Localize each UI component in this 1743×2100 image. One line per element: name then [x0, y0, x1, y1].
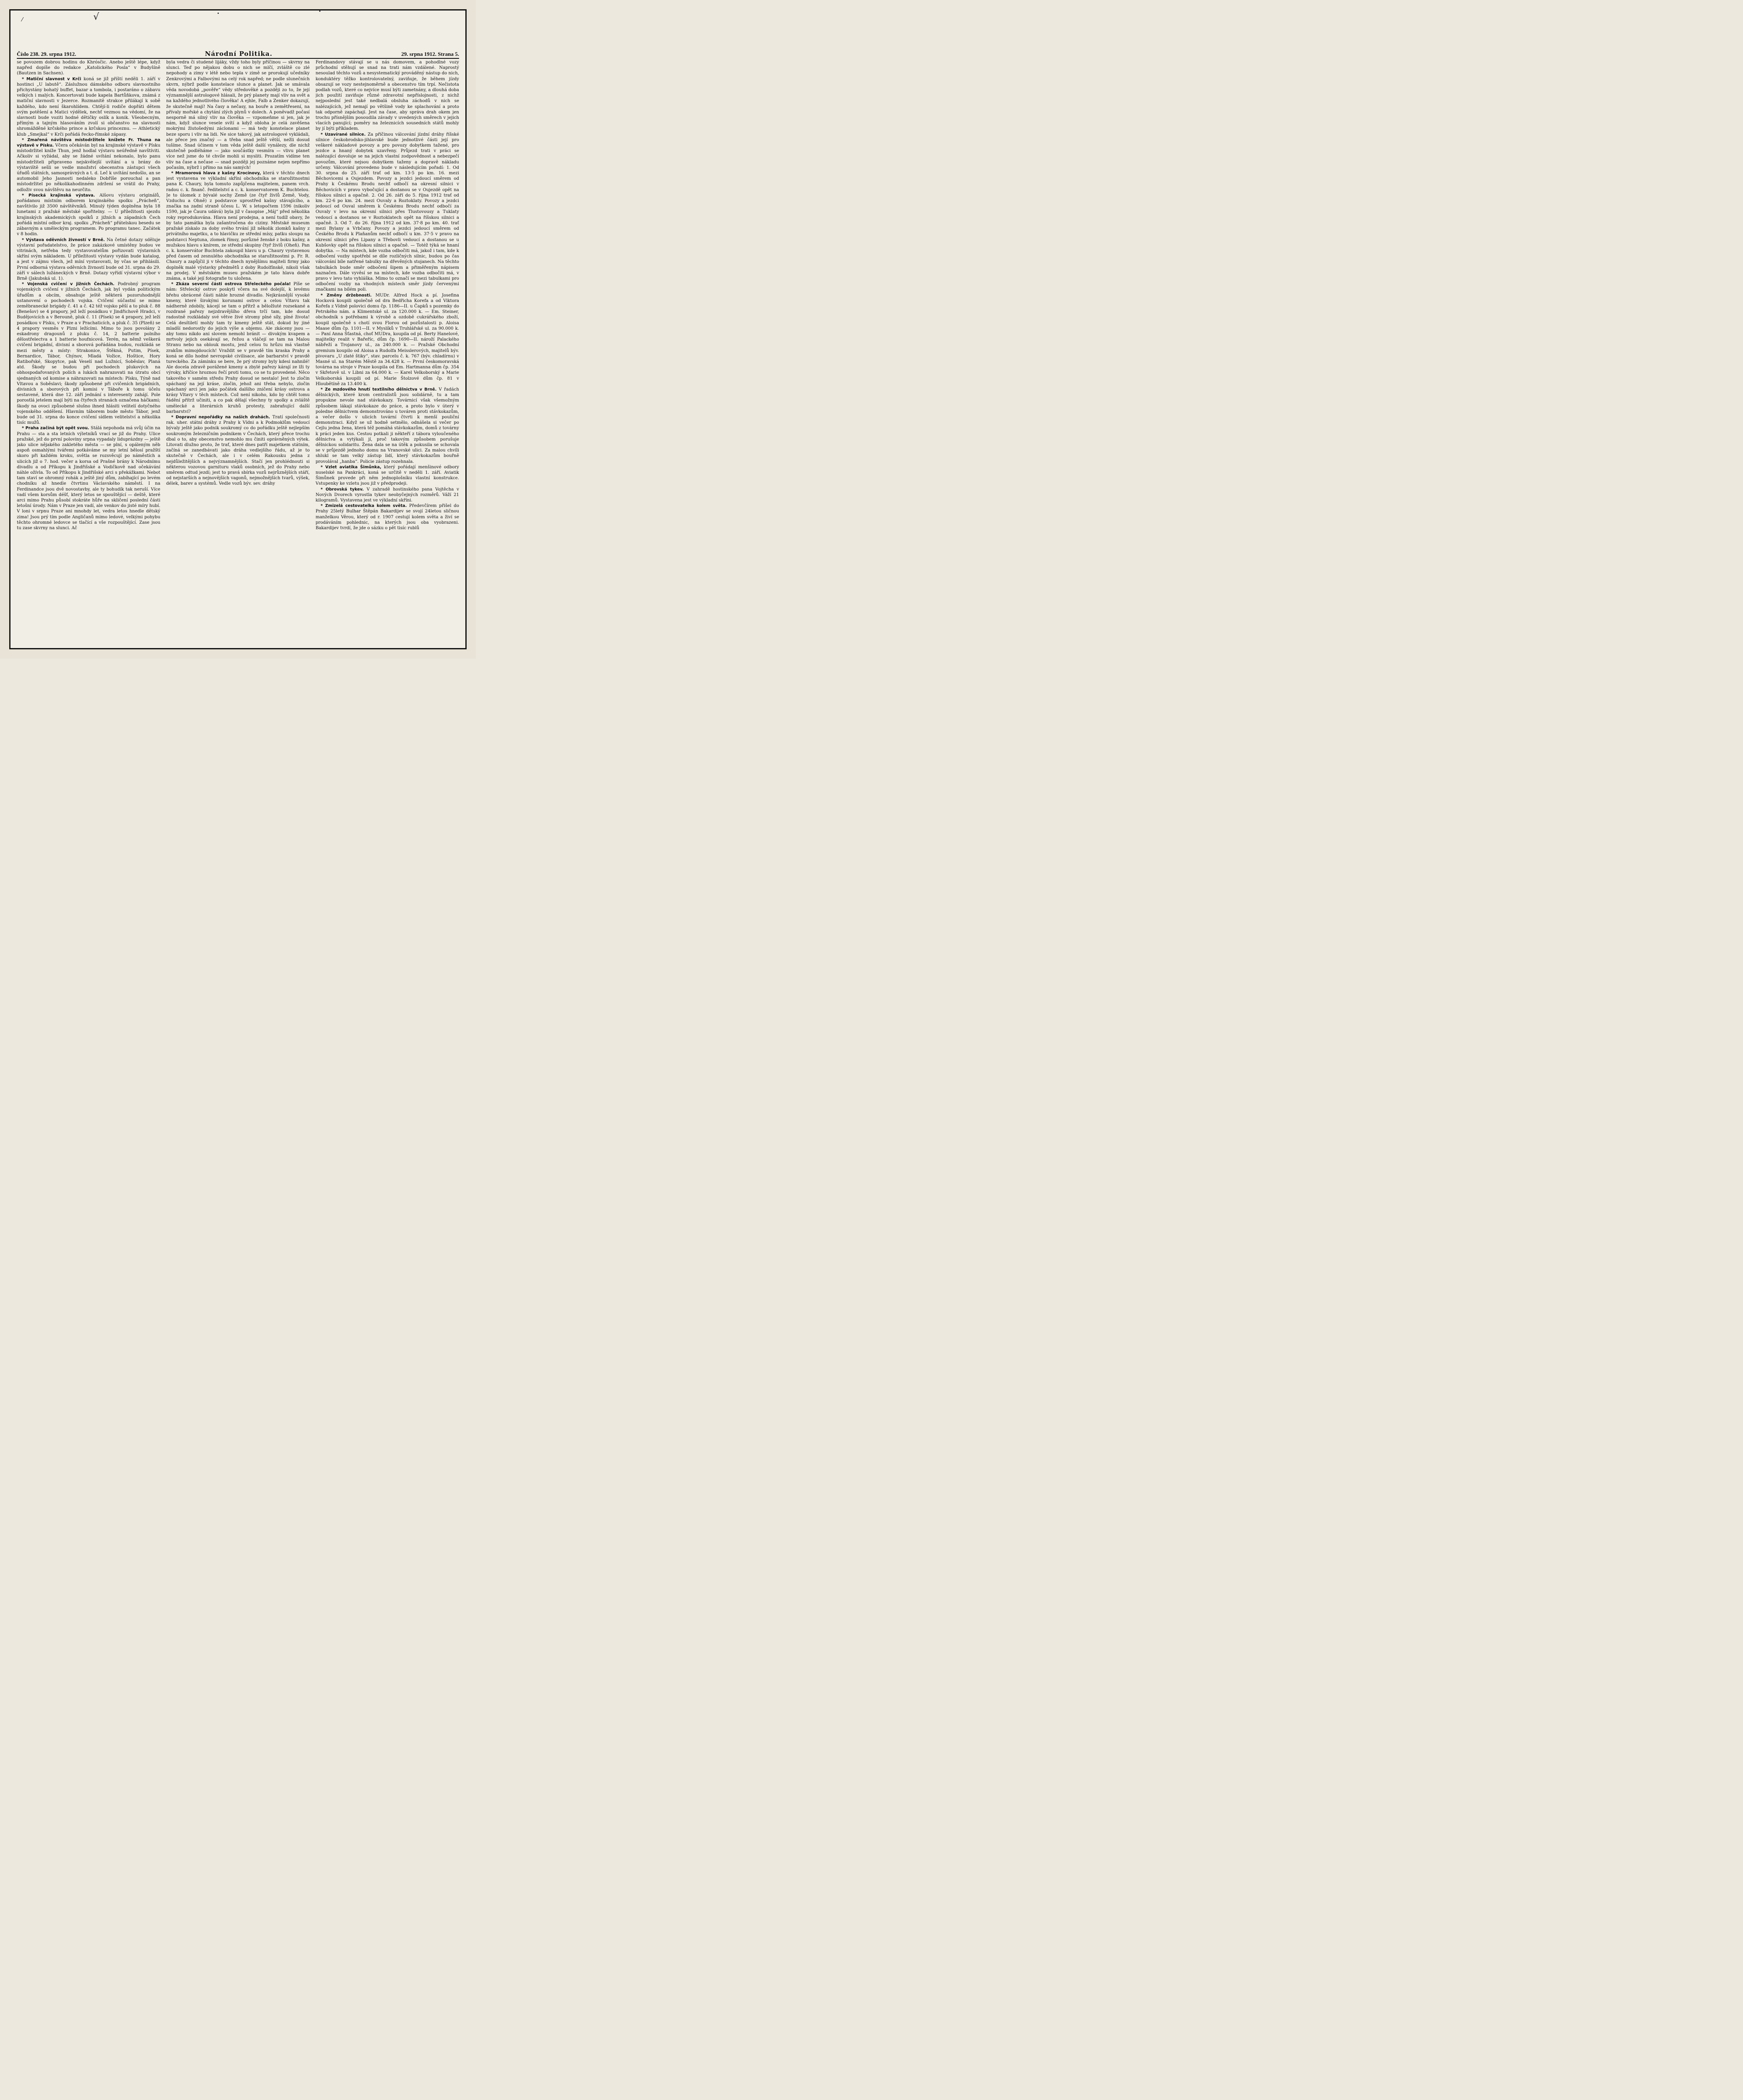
article-text: Včera očekáván byl na krajinské výstavě v Písku místodržitel kníže Thun, jenž hodlal výstavu neúředně navštíviti. Ačkoliv si vyžádal, aby se žádné uvítání nekonalo, bylo panu místodržiteli připraveno nejskvělejší uvítání a u brány do výstaviště sešli se vedle množství obecenstva zástupci všech úřadů státních, samosprávných a t. d. Leč k uvítání nedošlo, an se automobil Jeho Jasnosti nedaleko Dobříše porouchal a pan místodržitel po několikahodinném zdržení se vrátil do Prahy, odloživ svou návštěvu na neurčito. — [17, 143, 160, 192]
article-text: Stálá nepohoda má svůj účin na Prahu — sta a sta letních výletníků vrací se již do Prahy. Ulice pražské, jež do první poloviny srpna vypadaly liduprázdny — ještě jako ulice nějakého zakletého města — se plní, s opáleným něb aspoň osmahlými tvářemi potkáváme se my letní bělosí pražští skoro při každém kroku, světla se rozsvěcují po náměstích a ulicích již o 7. hod. večer a korsa od Prašné brány k Národnímu divadlu a od Příkopu k Jindřišské a Vodičkově nad očekávání náhle ožívla. To od Příkopu k Jindřišské arci s překážkami. Nebot tam staví se ohromný rohák a ještě jiný dům, zabíhající po levém chodníku až hnedle čtvrtinu Václavského náměstí. I na Ferdinandce jsou dvě novostavby, ale ty bohudík tak neruší. Více vadí všem korsům déšť, který letos se spouštějící — deště, které arci mimo Prahu působí stokráte hůře na skličení poslední části letošní úrody. Nám v Praze jen vadí, ale venkov do jisté míry hubí. V loni v srpnu Praze ani mnohdy let, vedra letos hnedle dětský zima! Jsou prý tím podle Angličanů mimo ledové, velkými pohybu těchto ohromné ledovce se tlačící a vše rozpouštějící. Zase jsou tu zase skvrny na slunci. Ač — [17, 426, 160, 531]
article-heading: * Praha začíná být opět svou. — [22, 426, 89, 431]
header-rule — [17, 58, 459, 59]
article-heading: * Zmařená návštěva místodržitele knížete Fr. Thuna na výstavě v Písku. — [17, 137, 160, 148]
article-paragraph — [315, 60, 459, 132]
article-paragraph — [17, 137, 160, 193]
article-heading: * Písecká krajinská výstava. — [22, 193, 95, 198]
article-paragraph — [166, 415, 310, 487]
article-text: V řadách dělnických, které krom centralistů jsou solidárně, tu a tam propukne nevole nad stávkokazy. Továrnicí však všemožným způsobem lákají stávkokaze do práce, a proto bylo v úterý v poledne dělnictvem demonstrováno u továren proti stávkokazům, a večer došlo v ulicích tovární čtvrti k menší pouliční demonstraci. Když se už hodně setmělo, odnášela si večer po Cejlu jedna žena, která též pomáhá stávkokazům, domů z továrny k práci jeden kus. Cestou potkali ji někteří z tábora vyloučeného dělnictva a vytýkali jí, proč takovým způsobem porušuje dělnickou solidaritu. Žena dala se na útěk a pokusila se schovala se v průjezdě jednoho domu na Vranovské ulici. Za malou chvíli shlukl se tam velký zástup lidí, který stávkokazům bouřně provolával „hanba“. Policie zástup rozehnala. — [315, 387, 459, 464]
article-paragraph — [17, 237, 160, 282]
scan-speck — [218, 13, 219, 14]
article-text: byla vedra či studené lijáky, vždy toho byly příčinou — skvrny na slunci. Teď po nějakou dobu o nich se mlčí, zvláště co zlé nepohody a zimy v létě nebo tepla v zimě se prorokují učedníky Zenkrovými a Falbovými na celý rok napřed; ne podle slunečních skvrn, nýbrž podle konstelace slunce a planet. Jak se smávala věda novodobá „pověře“ vědy středověké a později zo to, že její významnější astrologové hlásali, že prý planety mají vliv na svět a na každého jednotlivého člověka! A ejhle, Falb a Zenker dokazují, že skutečně mají! Na časy a nečasy, na bouře a zemětřesení, na přívaly mořské a chytání zlých plynů v dolech. A poněvadž počasí nesporně má silný vliv na člověka — vzpomeňme si jen, jak je nám, když slunce vesele svítí a když obloha je celá zavěšena mokrými žlutošedými záclonami — má tedy konstelace planet beze sporu i vliv na lidi. Ne sice takový, jak astrologové vykládali, ale přece jen značný — a třeba snad ještě větší, nežli dosud tušíme. Snad účinem v tom věda ještě další vynálezy, dle nichž skutečně podléháme — jako součástky vesmíra — vlivu planet více než jsme do té chvíle mohli si mysliti. Prozatím vidíme ten vliv na čase a nečase — snad později jej poznáme nejen nepřímo počasím, nýbrž i přímo na nás samých! — [166, 60, 310, 170]
article-paragraph — [166, 171, 310, 281]
article-heading: * Zmizelá cestovatelka kolem světa. — [320, 504, 407, 509]
newspaper-page — [0, 0, 476, 659]
article-heading: * Dopravní nepořádky na našich drahách. — [171, 415, 270, 420]
article-text: Alšovu výstavu originálů, pořádanou místním odborem krajinského spolku „Prácheň“, navštívilo již 3500 návštěvníků. Minulý týden doplněna byla 18 lunetami z pražské městské spořitelny. — U příležitosti sjezdu krajinských akademických spolků z jižních a západních Čech pořádá místní odbor kraj. spolku „Prácheň“ přátelskou besedu se zábavným a uměleckým programem. Po programu tanec. Začátek v 8 hodin. — [17, 193, 160, 237]
article-paragraph — [17, 76, 160, 137]
article-text: se povozem dobrou hodinu do Khrósčic. Anebo ještě lépe, když napřed dopíše do redakce „Katolického Posla“ v Budyšíně (Bautzen in Sachsen). — [17, 60, 160, 76]
article-paragraph — [166, 60, 310, 171]
article-heading: * Mramorová hlava z kašny Krocínovy, — [171, 171, 261, 176]
article-text: MUDr. Alfred Hock a pí. Josefina Hocková koupili společně od dra Bedřicha Korefa a od Viktora Kořefa z Vídně polovici domu čp. 1186—II. u Čapků s pozemky do Petrského nám. a Klimentské ul. za 120.000 k. — Em. Steiner, obchodník s potřebami k výrobě a ozdobě cukrářského zboží, koupil společně s chotí svou Florou od pozůstalosti p. Aloisa Maase dům čp. 1101—II. v Myslíků v Truhlářské ul. za 90.000 k. — Paní Anna Šťastná, choť MUDra, koupila od pí. Berty Hanelové, majitelky realit v Bařeříc, dům čp. 1690—II. nároží Palackého nábřeží a Trojanovy ul., za 240.000 k. — Pražské Obchodní gremium koupilo od Aloisa a Rudolfa Meisslerových, majitelů býv. pivovaru „U zlaté štiky“, stav. parcelu č. k. 767 (býv. chladírnu) v Masné ul. na Starém Městě za 34.428 k. — První českomoravská továrna na stroje v Praze koupila od Em. Hartmanna dům čp. 354 v Skřetově ul. v Libni za 64.000 k. — Karel Velkoborský a Marie Velkoborská koupili od pí. Marie Štolzové dům čp. 81 v Hloubětíně za 13.400 k. — [315, 293, 459, 386]
column-3 — [315, 60, 459, 638]
page-date-number: 29. srpna 1912. Strana 5. — [401, 51, 459, 57]
article-text: Podrobný program vojenských cvičení v jižních Čechách, jak byl vydán politickým úřadům a obcím, obsahuje ještě některá pozoruhodnější ustanovení o pochodech vojska. Cvičení súčastní se mimo zeměbranecké brigády č. 41 a č. 42 též vojsko pěší a to pluk č. 88 (Benešov) se 4 prapory, jež leží posádkou v Jindřichově Hradci, v Budějovicích a v Berouně, pluk č. 11 (Písek) se 4 prapory, jež leží posádkou v Písku, v Praze a v Prachaticích, a pluk č. 35 (Plzeň) se 4 prapory vesměs v Plzni ležícími. Mimo to jsou povolány 2 eskadrony dragounů z pluku č. 14, 2 batterie polního dělostřelectva a 1 batterie houfnicová. Terén, na němž veškerá cvičení brigádní, divisní a sborová pořádána budou, rozkládá se mezi městy a místy: Strakonice, Štěkná, Putim, Písek, Bernardice, Tábor, Chýnov, Mladá Vožice, Hoštice, Hory Ratibořské, Skopytce, pak Veselí nad Lužnicí, Soběslav, Planá atd. Škody se budou při pochodech plukových na obhospodařovaných polích a lukách nahrazovati na útratu obcí sjednaných od komise a náhrazovati na místech: Písku, Týně nad Vltavou a Soběslavi; škody způsobené při cvičeních brigádních, divisních a sborových při komisi v Táboře k tomu účelu sestavené, která dne 12. září jednání s interesenty zahájí. Pole porostlá jetelem mají býti na čtyřech stranách označena háčkami; škody na ovoci způsobené slušno ihned hlásiti velitelí dotyčného vojenského oddělení. Hlavním táborem bude město Tábor, jenž bude od 31. srpna do konce cvičení sídlem velitelství a několika tisíc mužů. — [17, 282, 160, 425]
article-paragraph — [315, 293, 459, 387]
article-heading: * Vojenská cvičení v jižních Čechách. — [22, 282, 115, 287]
issue-number-date: Číslo 238. 29. srpna 1912. — [17, 51, 76, 57]
scan-mark: ⁄ — [22, 17, 23, 23]
article-paragraph — [17, 193, 160, 237]
masthead-title: Národní Politika. — [205, 50, 273, 58]
article-paragraph — [315, 487, 459, 504]
article-paragraph — [315, 387, 459, 465]
article-heading: * Ze mzdového hnutí textilního dělnictva v Brně. — [320, 387, 437, 392]
article-paragraph — [166, 281, 310, 415]
article-paragraph — [17, 281, 160, 425]
scan-mark: √ — [93, 12, 100, 22]
article-heading: * Uzavírané silnice. — [320, 132, 366, 137]
article-paragraph — [315, 503, 459, 531]
article-text: Píše se nám: Střelecký ostrov poskytl včera na své dolejší, k levému břehu obrácené části náhle hrozné divadlo. Nejkrásnější vysoké kmeny, které širokými korunami ostrov a celou Vltavu tak nádherně zdobily, kácejí se tam o přítrž a běložluté rozsekané a rozdrané pařezy nejzdravějšího dřeva trčí tam, kde dosud radostně rozkládaly své větve živé stromy plné síly, plné života! Celá desítiletí mohly tam ty kmeny ještě stát, dokud by jiné mladší nedorostly do jejich výše a objemu. Ale zkáceny jsou — aby tomu nikdo ani slovem nemohl bránit — divokým kvapem a mrtvoly jejich osekávají se, řežou a vláčejí se tam na Malou Stranu nebo na oblouk mostu, jenž celou tu hrůzu má vlastně zrakům mimojdoucích! Vraždit se v pravdě tím kraska Prahy a koná se dílo hodné nevropské civilisace, ale barbarství v pravdě tureckého. Za záminku se bere, že prý stromy byly kdesi nahnilé! Ale docela zdravě porážené kmeny a zbylé pařezy kárají ze lži ty výroky, křičíce hroznou řečí proti tomu, co se tu provedené. Něco takového v samém středu Prahy dosud se nestalo! Jest to zločin spáchaný na její kráse, zločin, jehož ani třeba nebylo, zločin spáchaný arci jen jako počátek dalšího zničení krásy ostrova a krásy Vltavy v těch místech. Což není nikoho, kdo by chtěl tomu řádění přítrž učiniti, a co pak dělají všechny ty spolky a zvláště umělecké a literárních kruhů protesty, zabraňující další barbarství? — [166, 282, 310, 414]
article-heading: * Obrovská tykev. — [320, 487, 364, 492]
article-paragraph — [315, 465, 459, 487]
article-text: koná se již příští neděli 1. září v hostinci „U labutě“. Záslužnou dámského odboru slavnostního přichystány bohatý buffet, bazar a tombola, i postaráno o zábavu velkých i malých. Koncertovati bude kapela Bartůňkova, známá z matiční slavnosti v Jezerce. Rozmanitě strakce přilákají k sobě každého, kdo není škarohlídem. Chtějí-li rodiče dopřáti dětem svým potěšení a Matici výdělek, nechť vezmou na vědomí, že na slavnosti bude voziti hodné dětičky oslík a konik. Všeobecným, přímým a tajným hlasováním zvolí si občanstvo na slavnosti shromážděné krčského prince a krčskou princeznu. — Athletický klub „Smejkal“ v Krči pořádá řecko-římské zápasy. — [17, 76, 160, 137]
page-header — [17, 48, 459, 58]
article-text: Na četné dotazy sděluje výstavní pořadatelstvo, že práce zakázkové umístěny budou ve vitrinách, netřeba tedy vystavovatelům pořizovati výstavních skříní svým nákladem. U příležitosti výstavy vydán bude katalog, a jest v zájmu všech, jež míní vystavovati, by včas se přihlásili. První odborná výstava oděvních živností bude od 31. srpna do 29. září v sálech lužáneckých v Brně. Dotazy vyřídí výstavní výbor v Brně (Jakubská ul. 1). — [17, 237, 160, 281]
article-heading: * Vzlet aviatika Šimůnka, — [320, 465, 381, 470]
column-1 — [17, 60, 160, 638]
article-paragraph — [17, 425, 160, 531]
article-heading: * Výstava oděvních živností v Brně. — [22, 237, 105, 242]
article-paragraph — [17, 60, 160, 76]
article-heading: * Zkáza severní části ostrova Střeleckého počala! — [171, 282, 291, 287]
scan-speck — [319, 10, 320, 12]
article-text: Ferdinandovy stávají se u nás domovem, a pohodlné vozy průchodní stěhují se snad na trati nám vzdálené. Naprostý nesoulad těchto vozů a nesystematický prováděný nástup do nich, konduktéry těžko kontrolovatelný, zaviňuje, že během jízdy obsazují se vozy nestejnoměrně a obecenstvo tím trpí. Nečistota podlah vozů, které co nejvíce musí býti zametnány, a dlouhá doba jich použití zaviňuje různé zdravotní nepříslojnosti, z nichž nejposlední jest také nedbalá obsluha záchodů v nich se nalézajících, jež nemají po většině vody ke splachování a proto tak odporně zapáchají. Jest na čase, aby správa drah okem jen trochu přísnějším posoudila závady v uvedených směrech v jejich vlacích panující; poměry na železnicích sousedních států mohly by jí býti příkladem. — [315, 60, 459, 131]
column-2 — [166, 60, 310, 638]
article-text: V zahradě hostinského pana Vojtěcha v Nových Dvorech vyrostla tykev neobyčejných rozměrů. Váží 21 kilogramů. Vystavena jest ve výkladní skříni. — [315, 487, 459, 503]
article-text: Za příčinou válcování jízdní dráhy říšské silnice českobrodsko-jihlavské bude jednotlivé části její pro veškeré nákladové povozy a pro povozy dobytkem tažené, pro jezdce a hnaný dobytek uzavřeny. Průjezd trati v práci se nalézající dovoluje se na jejich vlastní zodpovědnost a nebezpečí povozům, které nejsou dobytkem taženy a dopravě nákladu určeny. Válcování provedeno bude v následujícím pořadí: 1. Od 30. srpna do 25. září trať od km. 13·5 po km. 16. mezi Běchovicemi a Oujezdem. Povozy a jezdci jedoucí směrem od Prahy k Českému Brodu nechť odbočí na okresní silnici v Běchovicích v pravo vybočující a dostanou se v Oujezdě opět na říšskou silnici a opačně. 2. Od 26. září do 5. října 1912 trať od km. 22·6 po km. 24. mezi Ouvaly a Roztoklaty. Povozy a jezdci jedoucí od Ouval směrem k Českému Brodu nechť odbočí za Ouvaly v levo na okresní silnici přes Tlustovousy a Tuklaty vedoucí a dostanou se v Roztoklatech opět na říšskou silnici a opačně. 3. Od 7. do 26. října 1912 od km. 37·8 po km. 40. trať mezi Bylany a Vrbčany. Povozy a jezdci jedoucí směrem od Českého Brodu k Plaňanům nechť odbočí u km. 37·5 v pravo na okresní silnici přes Lipany a Třebovli vedoucí a dostanou se u Kubšovky opět na říšskou silnici a opačně. — Totéž týká se hnaní dobytka. — Na místech, kde vozba odbočiti má, jakož i tam, kde k odbočení vozby upotřebí se díle rozličných silnic, budou po čas válcování bíle natřené tabulky na dřevěných stojanech. Na těchto tabulkách bude směr odbočení šipem a přiměřeným nápisem naznačen. Dále vyvěsí se na místech, kde vozba odbočiti má, v pravo v levo tato vyhláška. Mimo to označí se mezi tabulkami pro odbočení vozby na vhodných místech směr jízdy červenými značkami na bílém poli. — [315, 132, 459, 292]
article-paragraph — [315, 132, 459, 293]
article-columns — [17, 60, 459, 638]
article-heading: * Matiční slavnost v Krči — [22, 76, 81, 81]
article-text: Tratí společnosti rak. uher. státní dráhy z Prahy k Vídni a k Podmoklům vedoucí bývaly ještě jako podnik soukromý co do pořádku ještě nejlepším soukromým železničním podnikem v Čechách, který přece trochu dbal o to, aby obecenstvo nemohlo mu činiti oprávněných výtek. Litovati dlužno proto, že trať, které dnes patří majetkem státním, začíná se zanedbávati jako dráha vedlejšího řádu, až je to skutečně v Čechách, ale i v celém Rakousku jedna z nejdůležitějších a nejvýznamnějších. Stačí jen prohlédnouti si některou vozovou garnituru vlaků osobních, jež do Prahy nebo směrem odtud jezdí; jest to pravá sbírka vozů nejrůznějších stáří, od nejstarších a nejnovějších vagonů, nejmožnějších tvarů, výšek, délek, barev a systémů. Vedle vozů býv. sev. dráhy — [166, 415, 310, 486]
article-text: Předevčírem přišel do Prahy 25letý Bulhar Štěpán Bakardijev se svojí 24letou sličnou manželkou Věrou, který od r. 1907 cestují kolem světa a živí se prodáváním pohlednic, na kterých jsou oba vyobrazeni. Bakardijev tvrdí, že jde o sázku o pět tisíc rublů — [315, 504, 459, 531]
article-text: která v těchto dnech jest vystavena ve výkladní skříni obchodníka se starožitnostmi pana K. Chaury, byla tomuto zapůjčena majitelem, panem vrch. radou c. k. finanč. ředitelství a c. k. konservatorem K. Buchtelou. Je to úlomek z bývalé sochy Země (ze čtyř živlů Země, Vody, Vzduchu a Ohně) z podstavce uprostřed kašny stávajícího, a značka na zadní straně účesu L. W. s letopočtem 1596 (nikoliv 1590, jak je Čaura udává) byla již v časopise „Máj“ před několika roky reprodukována. Hlava není prodejna, a není tudíž obavy, že by tato památka byla zašantročena do ciziny. Městské museum pražské získalo za doby svého trvání již několik zlomků kašny z privátního majetku, a to hlavičku ze střední mísy, patku sloupu na podstavci Neptuna, zlomek římsy, porůzné ženské z boku kašny, a mužskou hlavu s knírem, ze střední skupiny čtyř živlů (Oheň). Pan c. k. konservátor Buchtela zakoupil hlavu u p. Chaury vystavenou před časem od zesnulého obchodníka se starožitnostmi p. Fr. R. Chaury a zapůjčil ji v těchto dnech nynějšímu majiteli firmy jako doplněk malé výstavky předmětů z doby Rudolfínské, nikoli však na prodej. V městském museu pražském je tato hlava dobře známa, a také její fotografie tu uložena. — [166, 171, 310, 281]
article-text: který pořádají menšinové odbory nuselské na Pankráci, koná se určitě v neděli 1. září. Aviatik Šimůnek provede při něm jednoplošníku vlastní konstrukce. Vstupenky ke vzletu jsou již v předprodeji. — [315, 465, 459, 486]
article-heading: * Změny držebnosti. — [320, 293, 372, 298]
